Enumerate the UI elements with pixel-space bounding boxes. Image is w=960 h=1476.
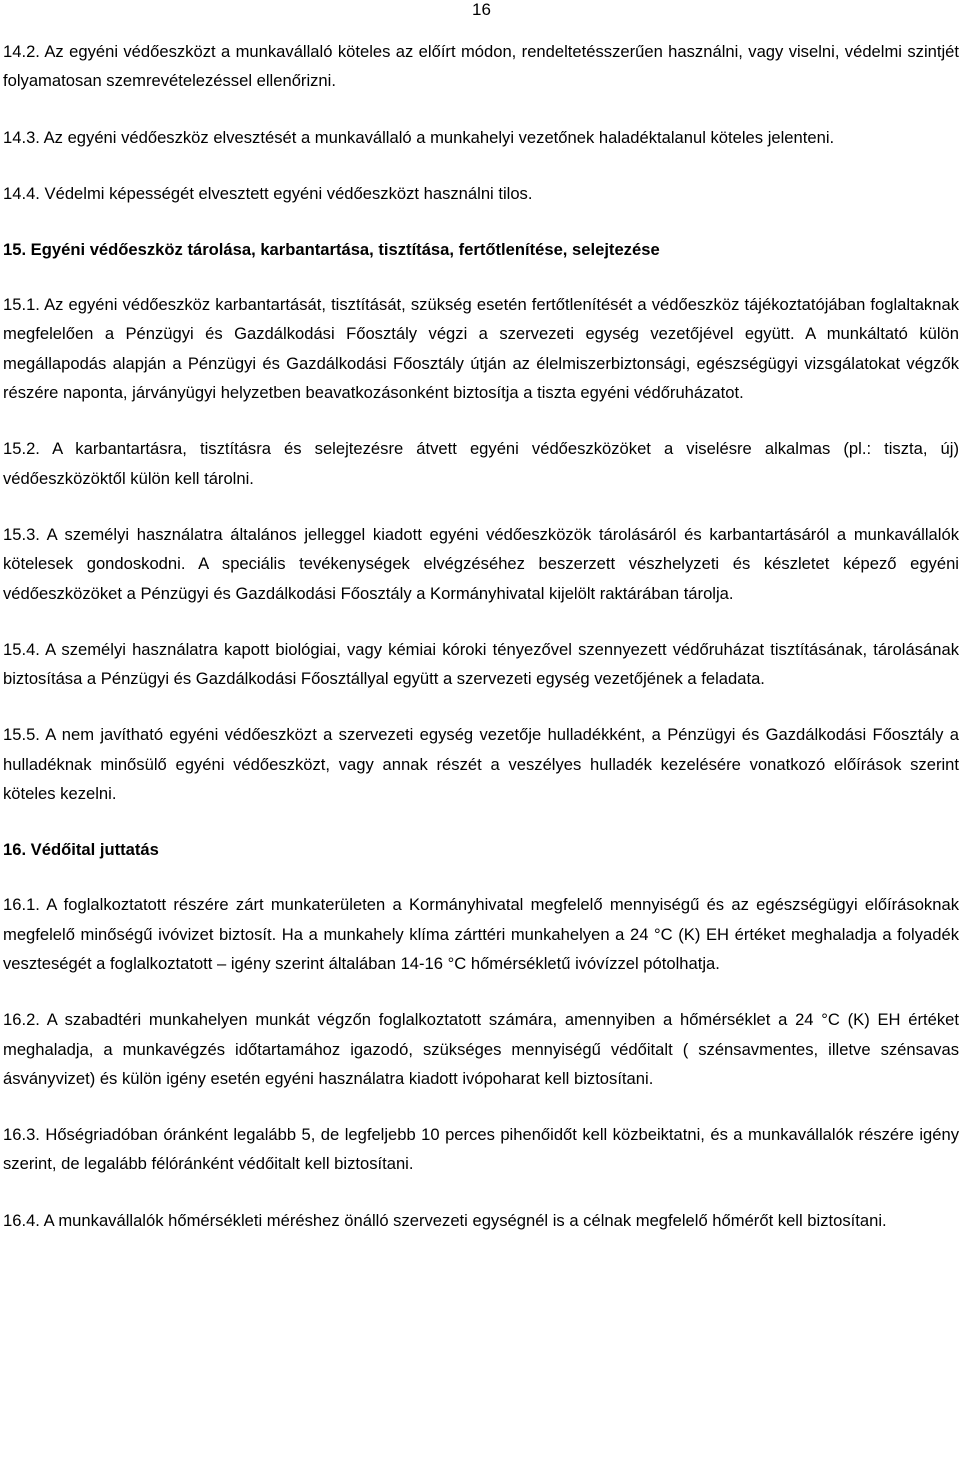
paragraph-16-3: 16.3. Hőségriadóban óránként legalább 5, de legfeljebb 10 perces pihenőidőt kell közbeiktatni, és a munkavállalók részére igény szerint, de legalább félóránként védőitalt kell biztosítani. <box>3 1125 959 1174</box>
paragraph-14-2: 14.2. Az egyéni védőeszközt a munkavállaló köteles az előírt módon, rendeltetésszerűen használni, vagy viselni, védelmi szintjét folyamatosan szemrevételezéssel ellenőrizni. <box>3 42 959 91</box>
paragraph-16-2: 16.2. A szabadtéri munkahelyen munkát végzőn foglalkoztatott számára, amennyiben a hőmérséklet a 24 °C (K) EH értéket meghaladja, a munkavégzés időtartamához igazodó, szükséges mennyiségű védőitalt ( szénsavmentes, illetve szénsavas ásványvizet) és külön igény esetén egyéni használatra kiadott ivópoharat kell biztosítani. <box>3 1010 959 1088</box>
paragraph-15-3: 15.3. A személyi használatra általános jelleggel kiadott egyéni védőeszközök tárolásáról és karbantartásáról a munkavállalók kötelesek gondoskodni. A speciális tevékenységek elvégzéséhez beszerzett vészhelyzeti és készletet képező egyéni védőeszközöket a Pénzügyi és Gazdálkodási Főosztály a Kormányhivatal kijelölt raktárában tárolja. <box>3 524 959 603</box>
paragraph-16-1: 16.1. A foglalkoztatott részére zárt munkaterületen a Kormányhivatal megfelelő mennyiségű és az egészségügyi előírásoknak megfelelő minőségű ivóvizet biztosít. Ha a munkahely klíma zárttéri munkahelyen a 24 °C (K) EH értéket meghaladja a folyadék veszteségét a foglalkoztatott – igény szerint általában 14-16 °C hőmérsékletű ivóvízzel pótolhatja. <box>3 895 959 973</box>
document-body <box>3 37 959 1262</box>
paragraph-15-5: 15.5. A nem javítható egyéni védőeszközt a szervezeti egység vezetője hulladékként, a Pénzügyi és Gazdálkodási Főosztály a hulladéknak minősülő egyéni védőeszközt, vagy annak részét a veszélyes hulladék kezelésére vonatkozó előírások szerint köteles kezelni. <box>3 725 959 804</box>
paragraph-16-4: 16.4. A munkavállalók hőmérsékleti méréshez önálló szervezeti egységnél is a célnak megfelelő hőmérőt kell biztosítani. <box>3 1210 887 1230</box>
paragraph-14-3: 14.3. Az egyéni védőeszköz elvesztését a munkavállaló a munkahelyi vezetőnek haladéktalanul köteles jelenteni. <box>3 127 835 147</box>
paragraph-15-2: 15.2. A karbantartásra, tisztításra és selejtezésre átvett egyéni védőeszközöket a viselésre alkalmas (pl.: tiszta, új) védőeszközöktől külön kell tárolni. <box>3 439 959 488</box>
paragraph-15-1: 15.1. Az egyéni védőeszköz karbantartását, tisztítását, szükség esetén fertőtlenítését a védőeszköz tájékoztatójában foglaltaknak megfelelően a Pénzügyi és Gazdálkodási Főosztály végzi a szervezeti egység vezetőjével együtt. A munkáltató külön megállapodás alapján a Pénzügyi és Gazdálkodási Főosztály útján az élelmiszerbiztonsági, egészségügyi vizsgálatokat végzők részére naponta, járványügyi helyzetben beavatkozásonként biztosítja a tiszta egyéni védőruházatot. <box>3 295 959 403</box>
section-heading-15: 15. Egyéni védőeszköz tárolása, karbantartása, tisztítása, fertőtlenítése, selejtezése <box>3 240 660 260</box>
paragraph-15-4: 15.4. A személyi használatra kapott biológiai, vagy kémiai kóroki tényezővel szennyezett védőruházat tisztításának, tárolásának biztosítása a Pénzügyi és Gazdálkodási Főosztállyal együtt a szervezeti egység vezetőjének a feladata. <box>3 639 959 689</box>
page-number: 16 <box>472 0 491 19</box>
paragraph-14-4: 14.4. Védelmi képességét elvesztett egyéni védőeszközt használni tilos. <box>3 183 533 203</box>
section-heading-16: 16. Védőital juttatás <box>3 840 159 860</box>
